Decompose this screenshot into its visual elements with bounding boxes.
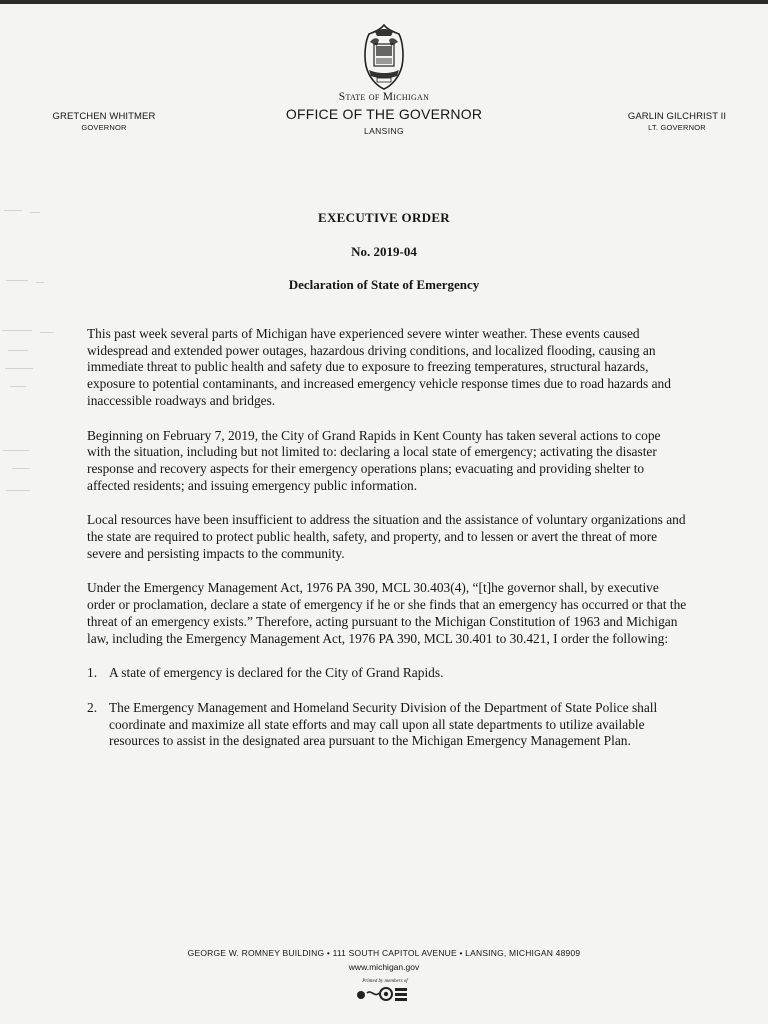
michigan-seal-icon (355, 22, 413, 92)
order-item-2 (87, 700, 687, 750)
order-item-1 (87, 665, 687, 682)
svg-text:Printed by members of: Printed by members of (362, 979, 408, 984)
order-item-number: 1. (87, 665, 98, 681)
order-type: EXECUTIVE ORDER (318, 210, 450, 225)
lt-governor-title: LT. GOVERNOR (648, 123, 706, 132)
paragraph-1: This past week several parts of Michigan have experienced severe winter weather. These events caused widespread and extended power outages, hazardous driving conditions, and localized flooding, causing an immediate threat to public health and safety due to exposure to freezing temperatures, structural hazards, exposure to potential contaminants, and increased emergency vehicle response times due to road hazards and inaccessible roadways and bridges. (87, 326, 671, 408)
state-name: State of Michigan (338, 91, 430, 103)
order-number: No. 2019-04 (351, 244, 417, 259)
union-printing-bug-icon (352, 976, 418, 1004)
office-city: LANSING (363, 126, 405, 136)
scan-artifacts (0, 200, 80, 530)
governor-block (36, 111, 172, 132)
order-item-text: The Emergency Management and Homeland Security Division of the Department of State Police shall coordinate and maximize all state efforts and may call upon all state departments to utilize available resources to assist in the designated area pursuant to the Michigan Emergency Management Plan. (109, 699, 658, 749)
paragraph-3: Local resources have been insufficient to address the situation and the assistance of voluntary organizations and the state are required to protect public health, safety, and property, and to lessen or avert the threat of more severe and persisting impacts to the community. (87, 512, 686, 561)
lt-governor-name: GARLIN GILCHRIST II (627, 111, 727, 122)
order-title: Declaration of State of Emergency (288, 277, 480, 292)
governor-title: GOVERNOR (81, 123, 127, 132)
footer-address: GEORGE W. ROMNEY BUILDING • 111 SOUTH CAPITOL AVENUE • LANSING, MICHIGAN 48909 (187, 948, 581, 958)
order-item-text: A state of emergency is declared for the City of Grand Rapids. (109, 665, 444, 681)
office-name: OFFICE OF THE GOVERNOR (285, 106, 483, 122)
footer-website: www.michigan.gov (348, 962, 420, 972)
governor-name: GRETCHEN WHITMER (52, 111, 156, 122)
scan-top-edge (0, 0, 768, 4)
paragraph-4: Under the Emergency Management Act, 1976 PA 390, MCL 30.403(4), “[t]he governor shall, by executive order or proclamation, declare a state of emergency if he or she finds that an emergency has occurred or that the threat of an emergency exists.” Therefore, acting pursuant to the Michigan Constitution of 1963 and Michigan law, including the Emergency Management Act, 1976 PA 390, MCL 30.401 to 30.421, I order the following: (87, 580, 687, 646)
order-item-number: 2. (87, 699, 98, 715)
order-items (87, 665, 687, 750)
lt-governor-block (612, 111, 742, 132)
paragraph-2: Beginning on February 7, 2019, the City of Grand Rapids in Kent County has taken several actions to cope with the situation, including but not limited to: declaring a local state of emergency; activating the disaster response and recovery aspects for their emergency operations plans; evacuating and providing shelter to affected residents; and issuing emergency public information. (87, 427, 661, 493)
order-body (87, 326, 687, 768)
